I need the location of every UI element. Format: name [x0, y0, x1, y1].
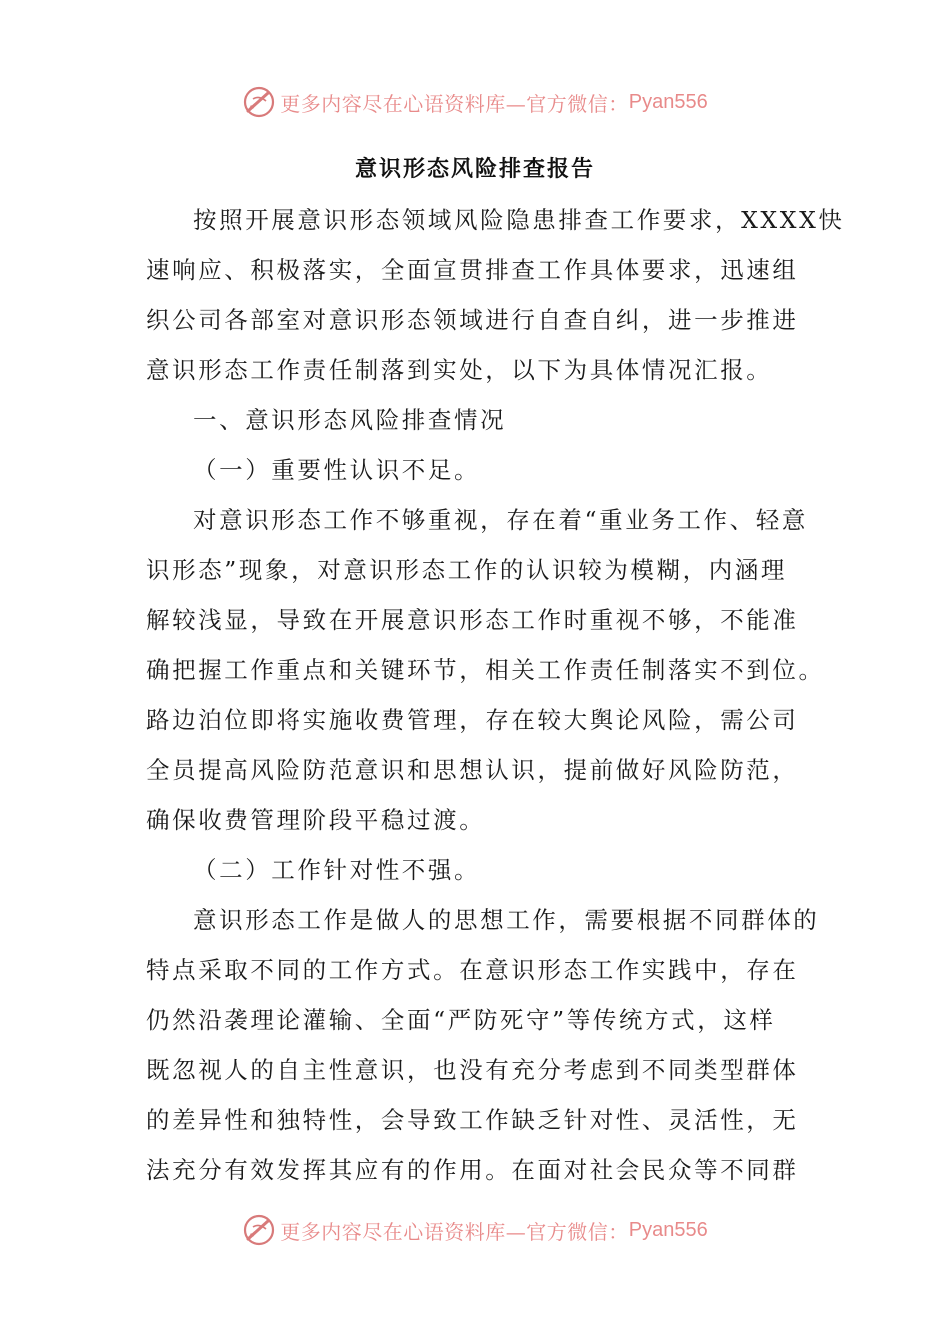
text-line: 识形态”现象，对意识形态工作的认识较为模糊，内涵理	[146, 556, 788, 584]
text-line: 路边泊位即将实施收费管理，存在较大舆论风险，需公司	[146, 706, 799, 734]
subsection-heading: （一）重要性认识不足。	[193, 456, 481, 484]
text-line: 确把握工作重点和关键环节，相关工作责任制落实不到位。	[146, 656, 825, 684]
text-line: 织公司各部室对意识形态领域进行自查自纠，进一步推进	[146, 306, 799, 334]
document-title: 意识形态风险排查报告	[354, 157, 595, 182]
text-line: 确保收费管理阶段平稳过渡。	[146, 806, 486, 834]
header-watermark-banner	[0, 80, 950, 124]
text-line: 的差异性和独特性，会导致工作缺乏针对性、灵活性，无	[146, 1106, 799, 1134]
text-line: 特点采取不同的工作方式。在意识形态工作实践中，存在	[146, 956, 799, 984]
text-line: 意识形态工作是做人的思想工作，需要根据不同群体的	[193, 906, 820, 934]
banner-text: 更多内容尽在心语资料库—官方微信：	[280, 1219, 629, 1244]
banner-wechat-id: Pyan556	[628, 90, 708, 113]
text-line: 对意识形态工作不够重视，存在着“重业务工作、轻意	[193, 506, 808, 534]
text-line: 按照开展意识形态领域风险隐患排查工作要求，XXXX快	[193, 206, 845, 234]
text-line: 全员提高风险防范意识和思想认识，提前做好风险防范，	[146, 756, 799, 784]
pen-logo-icon	[242, 85, 276, 119]
text-line: 意识形态工作责任制落到实处，以下为具体情况汇报。	[146, 356, 773, 384]
section-heading: 一、意识形态风险排查情况	[193, 406, 507, 434]
subsection-heading: （二）工作针对性不强。	[193, 856, 481, 884]
document-body	[146, 195, 845, 1195]
banner-text: 更多内容尽在心语资料库—官方微信：	[280, 91, 629, 116]
banner-wechat-id: Pyan556	[628, 1218, 708, 1241]
pen-logo-icon	[242, 1213, 276, 1247]
text-line: 仍然沿袭理论灌输、全面“严防死守”等传统方式，这样	[146, 1006, 776, 1034]
text-line: 法充分有效发挥其应有的作用。在面对社会民众等不同群	[146, 1156, 799, 1184]
footer-watermark-banner	[0, 1208, 950, 1252]
text-line: 解较浅显，导致在开展意识形态工作时重视不够，不能准	[146, 606, 799, 634]
text-line: 既忽视人的自主性意识，也没有充分考虑到不同类型群体	[146, 1056, 799, 1084]
text-line: 速响应、积极落实，全面宣贯排查工作具体要求，迅速组	[146, 256, 799, 284]
